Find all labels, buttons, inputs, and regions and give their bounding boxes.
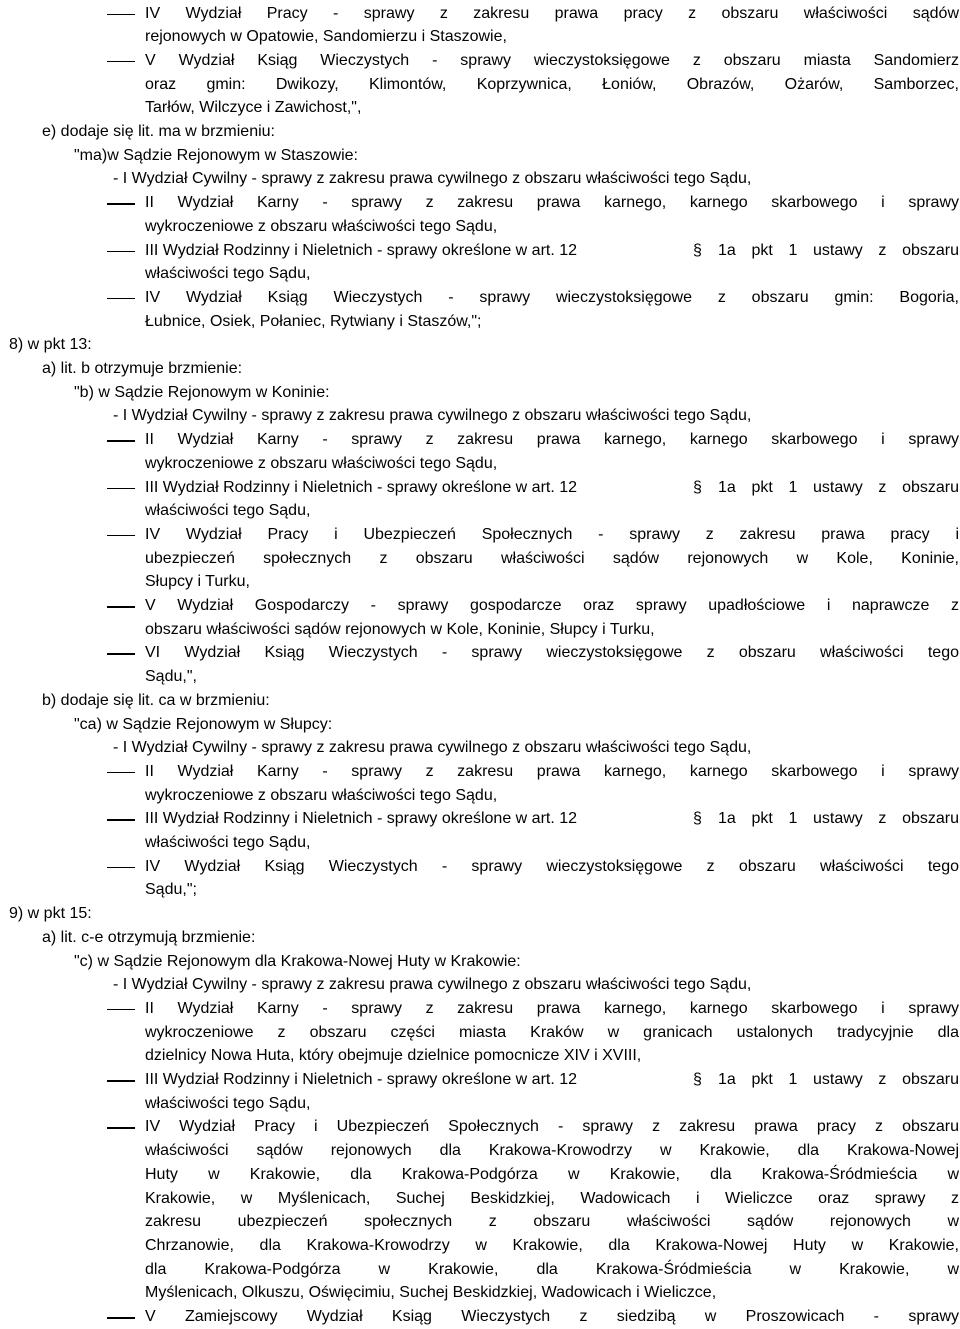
paragraph-line: właściwości tego Sądu, bbox=[145, 834, 311, 851]
list-dash-marker bbox=[107, 49, 135, 73]
paragraph-line: IV Wydział Ksiąg Wieczystych - sprawy wieczystoksięgowe z obszaru gmin: Bogoria, bbox=[145, 288, 959, 306]
section-symbol: § bbox=[693, 1071, 702, 1088]
paragraph-line: VI Wydział Ksiąg Wieczystych - sprawy wieczystoksięgowe z obszaru właściwości tego bbox=[145, 644, 959, 662]
section-symbol: § bbox=[693, 810, 702, 828]
paragraph-line: 1a pkt 1 ustawy z obszaru bbox=[718, 478, 959, 496]
section-symbol: § bbox=[693, 478, 702, 496]
list-dash-marker bbox=[107, 239, 135, 263]
paragraph-line: Krakowie, w Myślenicach, Suchej Beskidzkiej, Wadowicach i Wieliczce oraz sprawy z bbox=[145, 1189, 959, 1207]
paragraph-line: IV Wydział Ksiąg Wieczystych - sprawy wieczystoksięgowe z obszaru właściwości tego bbox=[145, 857, 959, 875]
paragraph-line: "ma)w Sądzie Rejonowym w Staszowie: bbox=[74, 146, 358, 164]
list-dash-marker bbox=[107, 476, 135, 500]
list-dash-marker bbox=[107, 1115, 135, 1139]
paragraph-line: III Wydział Rodzinny i Nieletnich - sprawy określone w art. 12 bbox=[145, 810, 578, 828]
paragraph-line: e) dodaje się lit. ma w brzmieniu: bbox=[42, 123, 275, 140]
section-symbol: § bbox=[693, 241, 702, 259]
list-dash-marker bbox=[107, 807, 135, 831]
paragraph-line: b) dodaje się lit. ca w brzmieniu: bbox=[42, 691, 270, 709]
paragraph-line: zakresu ubezpieczeń społecznych z obszaru właściwości sądów rejonowych w bbox=[145, 1213, 959, 1231]
paragraph-line: Słupcy i Turku, bbox=[145, 573, 250, 591]
paragraph-line: 8) w pkt 13: bbox=[9, 336, 92, 354]
paragraph-line: - I Wydział Cywilny - sprawy z zakresu prawa cywilnego z obszaru właściwości tego Sądu, bbox=[113, 976, 752, 994]
paragraph-line: Sądu,"; bbox=[145, 881, 197, 899]
paragraph-line: właściwości tego Sądu, bbox=[145, 502, 311, 520]
paragraph-line: ubezpieczeń społecznych z obszaru właściwości sądów rejonowych w Kole, Koninie, bbox=[145, 549, 959, 567]
list-dash-marker bbox=[107, 997, 135, 1021]
paragraph-line: Łubnice, Osiek, Połaniec, Rytwiany i Staszów,"; bbox=[145, 312, 482, 330]
list-dash-marker bbox=[107, 594, 135, 618]
paragraph-line: wykroczeniowe z obszaru części miasta Kraków w granicach ustalonych tradycyjnie dla bbox=[145, 1023, 959, 1041]
paragraph-line: właściwości tego Sądu, bbox=[145, 1094, 311, 1112]
list-dash-marker bbox=[107, 641, 135, 665]
paragraph-line: 1a pkt 1 ustawy z obszaru bbox=[718, 241, 959, 259]
paragraph-line: "b) w Sądzie Rejonowym w Koninie: bbox=[74, 383, 330, 401]
paragraph-line: wykroczeniowe z obszaru właściwości tego Sądu, bbox=[145, 217, 498, 235]
paragraph-line: rejonowych w Opatowie, Sandomierzu i Staszowie, bbox=[145, 28, 507, 46]
paragraph-line: II Wydział Karny - sprawy z zakresu prawa karnego, karnego skarbowego i sprawy bbox=[145, 762, 959, 780]
paragraph-line: V Wydział Ksiąg Wieczystych - sprawy wieczystoksięgowe z obszaru miasta Sandomierz bbox=[145, 51, 959, 69]
paragraph-line: wykroczeniowe z obszaru właściwości tego Sądu, bbox=[145, 454, 498, 472]
paragraph-line: a) lit. b otrzymuje brzmienie: bbox=[42, 360, 243, 377]
list-dash-marker bbox=[107, 286, 135, 310]
paragraph-line: II Wydział Karny - sprawy z zakresu prawa karnego, karnego skarbowego i sprawy bbox=[145, 999, 959, 1017]
paragraph-line: - I Wydział Cywilny - sprawy z zakresu prawa cywilnego z obszaru właściwości tego Sądu, bbox=[113, 407, 752, 425]
list-dash-marker bbox=[107, 428, 135, 452]
paragraph-line: V Wydział Gospodarczy - sprawy gospodarcze oraz sprawy upadłościowe i naprawcze z bbox=[145, 597, 959, 614]
paragraph-line: Tarłów, Wilczyce i Zawichost,", bbox=[145, 99, 362, 117]
paragraph-line: - I Wydział Cywilny - sprawy z zakresu prawa cywilnego z obszaru właściwości tego Sądu, bbox=[113, 739, 752, 757]
paragraph-line: - I Wydział Cywilny - sprawy z zakresu prawa cywilnego z obszaru właściwości tego Sądu, bbox=[113, 170, 752, 188]
paragraph-line: Sądu,", bbox=[145, 668, 197, 686]
list-dash-marker bbox=[107, 1068, 135, 1092]
paragraph-line: dla Krakowa-Podgórza w Krakowie, dla Krakowa-Śródmieścia w Krakowie, w bbox=[145, 1260, 959, 1278]
paragraph-line: 1a pkt 1 ustawy z obszaru bbox=[718, 1071, 959, 1088]
paragraph-line: wykroczeniowe z obszaru właściwości tego Sądu, bbox=[145, 786, 498, 804]
paragraph-line: IV Wydział Pracy - sprawy z zakresu prawa pracy z obszaru właściwości sądów bbox=[145, 4, 959, 22]
paragraph-line: obszaru właściwości sądów rejonowych w Kole, Koninie, Słupcy i Turku, bbox=[145, 620, 655, 638]
paragraph-line: "ca) w Sądzie Rejonowym w Słupcy: bbox=[74, 715, 333, 733]
paragraph-line: 9) w pkt 15: bbox=[9, 905, 92, 923]
paragraph-line: II Wydział Karny - sprawy z zakresu prawa karnego, karnego skarbowego i sprawy bbox=[145, 194, 959, 212]
list-dash-marker bbox=[107, 191, 135, 215]
paragraph-line: 1a pkt 1 ustawy z obszaru bbox=[718, 810, 959, 828]
paragraph-line: "c) w Sądzie Rejonowym dla Krakowa-Nowej Huty w Krakowie: bbox=[74, 952, 521, 970]
paragraph-line: a) lit. c-e otrzymują brzmienie: bbox=[42, 928, 256, 946]
list-dash-marker bbox=[107, 760, 135, 784]
paragraph-line: III Wydział Rodzinny i Nieletnich - sprawy określone w art. 12 bbox=[145, 478, 578, 496]
paragraph-line: IV Wydział Pracy i Ubezpieczeń Społecznych - sprawy z zakresu prawa pracy i bbox=[145, 525, 959, 543]
paragraph-line: właściwości tego Sądu, bbox=[145, 265, 311, 283]
paragraph-line: Myślenicach, Olkuszu, Oświęcimiu, Suchej Beskidzkiej, Wadowicach i Wieliczce, bbox=[145, 1284, 717, 1302]
list-dash-marker bbox=[107, 855, 135, 879]
paragraph-line: II Wydział Karny - sprawy z zakresu prawa karnego, karnego skarbowego i sprawy bbox=[145, 431, 959, 449]
paragraph-line: Chrzanowie, dla Krakowa-Krowodrzy w Krakowie, dla Krakowa-Nowej Huty w Krakowie, bbox=[145, 1236, 959, 1254]
paragraph-line: właściwości sądów rejonowych dla Krakowa-Krowodrzy w Krakowie, dla Krakowa-Nowej bbox=[145, 1142, 959, 1160]
paragraph-line: III Wydział Rodzinny i Nieletnich - sprawy określone w art. 12 bbox=[145, 1071, 578, 1088]
paragraph-line: V Zamiejscowy Wydział Ksiąg Wieczystych z siedzibą w Proszowicach - sprawy bbox=[145, 1308, 959, 1325]
paragraph-line: IV Wydział Pracy i Ubezpieczeń Społecznych - sprawy z zakresu prawa pracy z obszaru bbox=[145, 1118, 959, 1136]
list-dash-marker bbox=[107, 2, 135, 26]
paragraph-line: dzielnicy Nowa Huta, który obejmuje dzielnice pomocnicze XIV i XVIII, bbox=[145, 1047, 642, 1065]
paragraph-line: oraz gmin: Dwikozy, Klimontów, Koprzywnica, Łoniów, Obrazów, Ożarów, Samborzec, bbox=[145, 75, 959, 93]
paragraph-line: Huty w Krakowie, dla Krakowa-Podgórza w Krakowie, dla Krakowa-Śródmieścia w bbox=[145, 1165, 959, 1183]
paragraph-line: III Wydział Rodzinny i Nieletnich - sprawy określone w art. 12 bbox=[145, 241, 578, 259]
list-dash-marker bbox=[107, 523, 135, 547]
